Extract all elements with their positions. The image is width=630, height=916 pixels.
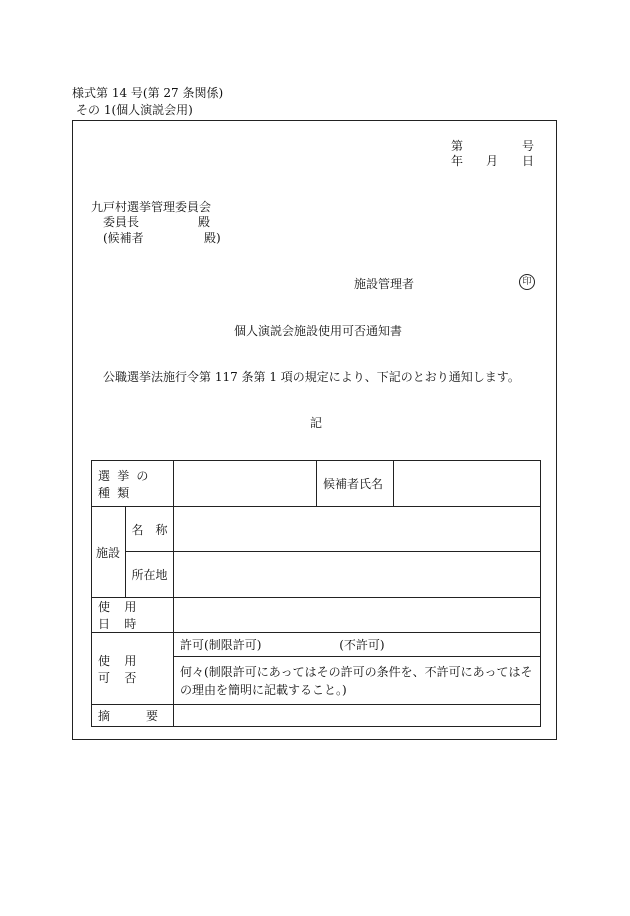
form-subtitle: その 1(個人演説会用)	[76, 103, 193, 117]
number-dai: 第	[451, 139, 464, 153]
remarks-value	[174, 705, 541, 727]
ki-mark: 記	[310, 416, 323, 430]
permission-options	[174, 633, 541, 657]
body-text: 公職選挙法施行令第 117 条第 1 項の規定により、下記のとおり通知します。	[103, 370, 520, 384]
facility-manager-label: 施設管理者	[354, 277, 415, 291]
date-year: 年	[451, 154, 464, 168]
addressee-chair-honorific: 殿	[198, 215, 211, 229]
election-type-label: 選挙の種類	[92, 461, 174, 507]
seal-mark: 印	[519, 274, 535, 290]
candidate-name-value	[394, 461, 541, 507]
number-go: 号	[522, 139, 535, 153]
form-number: 様式第 14 号(第 27 条関係)	[72, 86, 224, 100]
date-month: 月	[486, 154, 499, 168]
permit-option: 許可(制限許可)	[180, 638, 262, 652]
election-type-value	[174, 461, 317, 507]
candidate-name-label: 候補者氏名	[317, 461, 394, 507]
addressee-org: 九戸村選挙管理委員会	[91, 200, 212, 214]
document-title: 個人演説会施設使用可否通知書	[234, 324, 403, 338]
use-datetime-value	[174, 598, 541, 633]
addressee-chair: 委員長	[103, 215, 140, 229]
addressee-candidate-honorific: 殿)	[204, 231, 221, 245]
remarks-label: 摘 要	[92, 705, 174, 727]
use-datetime-label: 使用日時	[92, 598, 174, 633]
permission-reason: 何々(制限許可にあってはその許可の条件を、不許可にあってはその理由を簡明に記載すること。)	[174, 657, 541, 705]
facility-name-label: 名 称	[126, 507, 174, 552]
facility-location-label: 所在地	[126, 552, 174, 598]
facility-name-value	[174, 507, 541, 552]
addressee-candidate: (候補者	[103, 231, 144, 245]
facility-label: 施設	[92, 507, 126, 598]
detail-table	[91, 460, 541, 727]
permission-label: 使用可否	[92, 633, 174, 705]
date-day: 日	[522, 154, 535, 168]
facility-location-value	[174, 552, 541, 598]
not-permit-option: (不許可)	[339, 638, 385, 652]
